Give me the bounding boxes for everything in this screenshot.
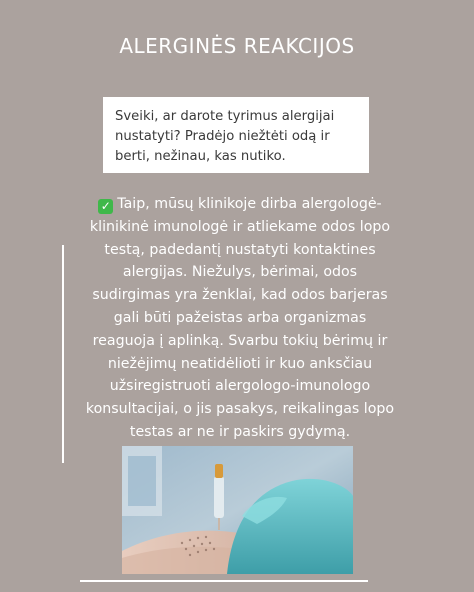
bottom-divider — [80, 580, 368, 582]
question-text: Sveiki, ar darote tyrimus alergijai nustatyti? Pradėjo niežtėti odą ir berti, nežinau, kas nutiko. — [115, 109, 335, 164]
answer-line-6: gali būti pažeistas arba organizmas — [113, 309, 367, 326]
answer-text — [76, 193, 404, 444]
patch-test-photo-graphic — [122, 446, 353, 574]
check-mark-icon: ✓ — [98, 199, 113, 214]
answer-line-3: testą, padedantį nustatyti kontaktines — [104, 241, 376, 258]
answer-line-9: užsiregistruoti alergologo-imunologo — [109, 378, 371, 395]
patch-test-photo — [122, 446, 353, 574]
vertical-divider — [62, 245, 64, 463]
answer-line-7: reaguoja į aplinką. Svarbu tokių bėrimų ir — [92, 332, 388, 349]
answer-line-4: alergijas. Niežulys, bėrimai, odos — [122, 264, 358, 281]
page-title: ALERGINĖS REAKCIJOS — [119, 34, 355, 58]
answer-line-8: niežėjimų neatidėlioti ir kuo anksčiau — [107, 355, 373, 372]
question-card — [103, 97, 369, 173]
answer-line-10: konsultacijai, o jis pasakys, reikalingas lopo — [85, 401, 395, 418]
answer-line-11: testas ar ne ir paskirs gydymą. — [129, 423, 351, 440]
answer-line-2: klinikinė imunologė ir atliekame odos lopo — [89, 218, 391, 235]
answer-line-1: ✓ Taip, mūsų klinikoje dirba alergologė- — [76, 193, 404, 216]
answer-line-5: sudirgimas yra ženklai, kad odos barjeras — [92, 287, 388, 304]
